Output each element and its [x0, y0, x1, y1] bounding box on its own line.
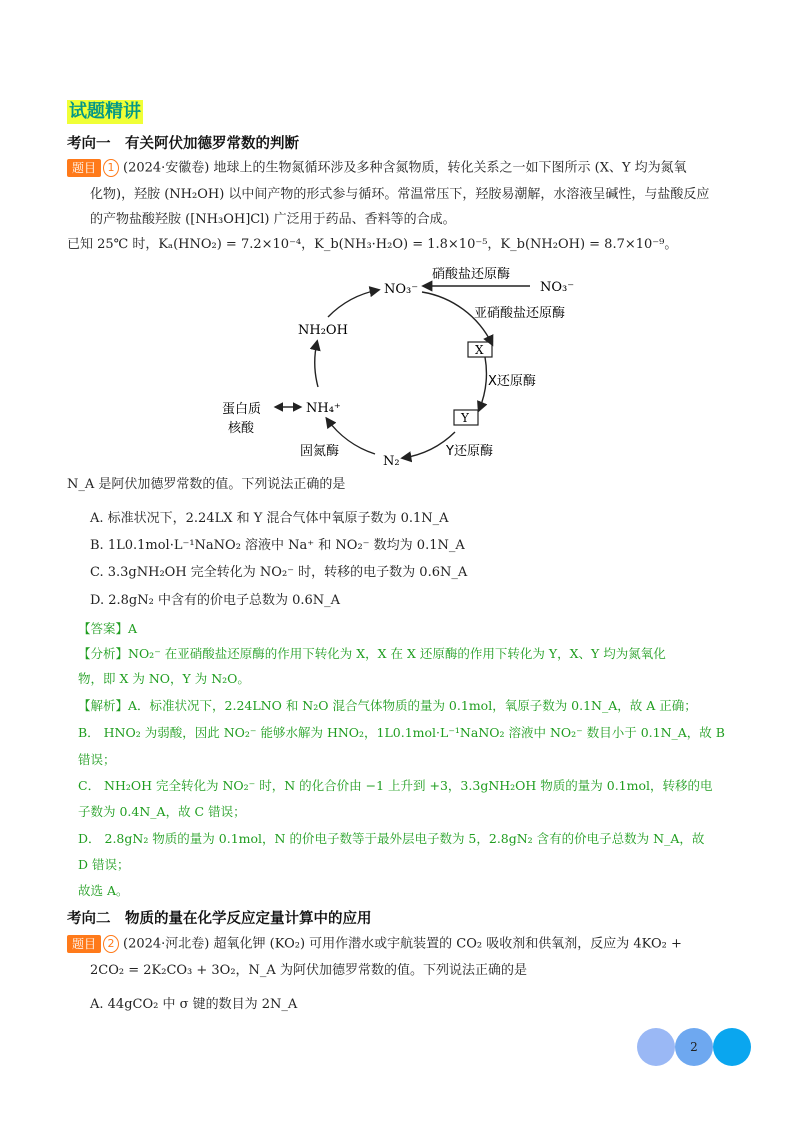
solution-explain-d-2: D 错误； [78, 857, 130, 872]
page-number: 2 [690, 1040, 698, 1054]
q2-option-a: A. 44gCO₂ 中 σ 键的数目为 2N_A [90, 997, 298, 1012]
arrow-nh4-to-nh2oh [315, 342, 318, 387]
solution-explain-b-2: 错误； [78, 752, 116, 767]
label-x-reductase: X还原酶 [488, 374, 536, 389]
option-d: D. 2.8gN₂ 中含有的价电子总数为 0.6N_A [90, 593, 341, 608]
option-b: B. 1L0.1mol·L⁻¹NaNO₂ 溶液中 Na⁺ 和 NO₂⁻ 数均为 0.1N_A [90, 538, 465, 553]
label-no3-top: NO₃⁻ [384, 282, 419, 297]
label-x: X [475, 343, 484, 357]
question1-line-2: 化物)，羟胺 (NH₂OH) 以中间产物的形式参与循环。常温常压下，羟胺易潮解，水溶液呈碱性，与盐酸反应 [90, 187, 710, 202]
label-nh2oh: NH₂OH [298, 323, 348, 338]
question-number-badge: 2 [103, 935, 119, 953]
solution-analysis-2: 物，即 X 为 NO，Y 为 N₂O。 [78, 671, 250, 686]
solution-conclusion: 故选 A。 [78, 883, 129, 898]
label-no3-right: NO₃⁻ [540, 280, 575, 295]
question2-line-2: 2CO₂ = 2K₂CO₃ + 3O₂，N_A 为阿伏加德罗常数的值。下列说法正确的是 [90, 963, 527, 978]
label-nitrite-reductase: 亚硝酸盐还原酶 [474, 306, 566, 321]
question1-prompt: N_A 是阿伏加德罗常数的值。下列说法正确的是 [67, 477, 346, 492]
solution-answer: 【答案】A [78, 621, 138, 636]
question1-given: 已知 25℃ 时，Kₐ(HNO₂) = 7.2×10⁻⁴，K_b(NH₃·H₂O) = 1.8×10⁻⁵，K_b(NH₂OH) = 8.7×10⁻⁹。 [67, 237, 678, 252]
label-nitrogenase: 固氮酶 [300, 444, 340, 459]
option-c: C. 3.3gNH₂OH 完全转化为 NO₂⁻ 时，转移的电子数为 0.6N_A [90, 565, 468, 580]
topic1-heading: 考向一 有关阿伏加德罗常数的判断 [67, 136, 299, 152]
question-tag: 题目 [67, 159, 101, 177]
nitrogen-cycle-diagram [200, 262, 600, 472]
label-n2: N₂ [383, 454, 400, 469]
solution-explain-b-1: B． HNO₂ 为弱酸，因此 NO₂⁻ 能够水解为 HNO₂，1L0.1mol·L⁻¹NaNO₂ 溶液中 NO₂⁻ 数目小于 0.1N_A，故 B [78, 725, 725, 740]
label-y-reductase: Y还原酶 [446, 444, 493, 459]
option-a: A. 标准状况下，2.24LX 和 Y 混合气体中氧原子数为 0.1N_A [90, 511, 449, 526]
label-y: Y [461, 411, 469, 425]
page-circle-right [713, 1028, 751, 1066]
question-tag: 题目 [67, 935, 101, 953]
topic2-heading: 考向二 物质的量在化学反应定量计算中的应用 [67, 911, 372, 927]
solution-explain-a: 【解析】A．标准状况下，2.24LNO 和 N₂O 混合气体物质的量为 0.1mol，氧原子数为 0.1N_A，故 A 正确； [78, 698, 697, 713]
label-nh4: NH₄⁺ [306, 401, 341, 416]
solution-explain-c-1: C． NH₂OH 完全转化为 NO₂⁻ 时，N 的化合价由 −1 上升到 +3，3.3gNH₂OH 物质的量为 0.1mol，转移的电 [78, 778, 713, 793]
solution-explain-d-1: D． 2.8gN₂ 物质的量为 0.1mol，N 的价电子数等于最外层电子数为 5，2.8gN₂ 含有的价电子总数为 N_A，故 [78, 831, 705, 846]
question1-text: (2024·安徽卷) 地球上的生物氮循环涉及多种含氮物质，转化关系之一如下图所示 (X、Y 均为氮氧 [123, 160, 687, 176]
question2-line-1 [67, 935, 682, 954]
question-number-badge: 1 [103, 159, 119, 177]
solution-explain-c-2: 子数为 0.4N_A，故 C 错误； [78, 804, 246, 819]
page-circle-left [637, 1028, 675, 1066]
question1-line-1 [67, 159, 687, 178]
label-nucleic-acid: 核酸 [228, 421, 255, 436]
solution-analysis-1: 【分析】NO₂⁻ 在亚硝酸盐还原酶的作用下转化为 X，X 在 X 还原酶的作用下转化为 Y，X、Y 均为氮氧化 [78, 646, 666, 661]
arrow-nh2oh-to-no3 [328, 290, 378, 317]
question2-text: (2024·河北卷) 超氧化钾 (KO₂) 可用作潜水或宇航装置的 CO₂ 吸收剂和供氧剂，反应为 4KO₂ + [123, 936, 682, 952]
label-protein: 蛋白质 [222, 402, 262, 417]
section-title: 试题精讲 [69, 101, 141, 122]
label-nitrate-reductase: 硝酸盐还原酶 [432, 267, 511, 282]
question1-line-3: 的产物盐酸羟胺 ([NH₃OH]Cl) 广泛用于药品、香料等的合成。 [90, 212, 456, 227]
arrow-x-to-y [479, 357, 486, 410]
